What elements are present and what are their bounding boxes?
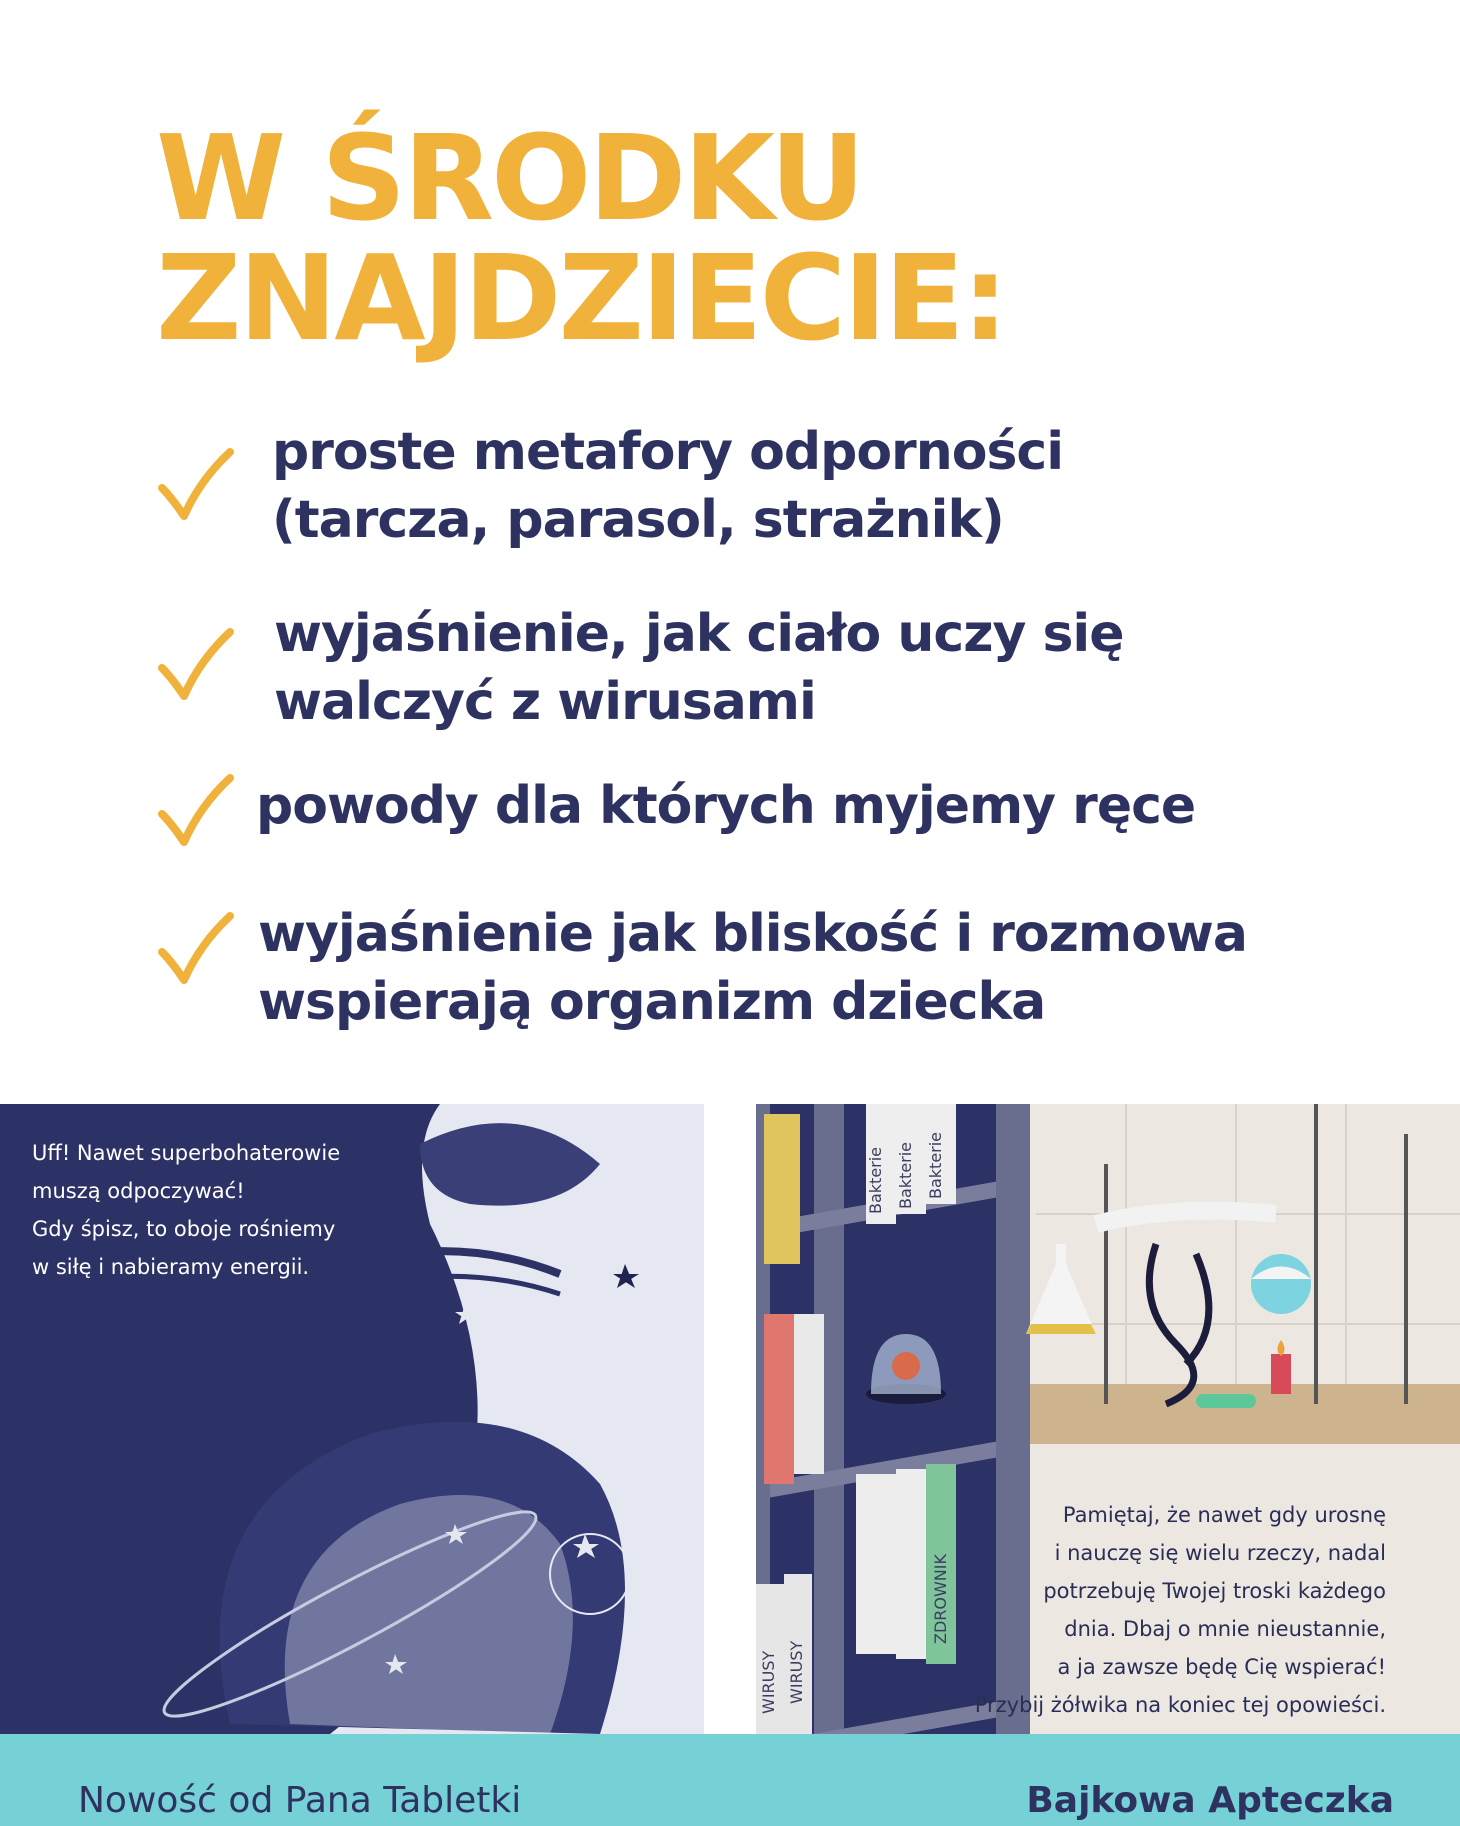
book-spine-label: Bakterie [926,1131,945,1199]
checkmark-icon [156,910,236,990]
feature-text [274,600,1124,736]
caption-line: a ja zawsze będę Cię wspierać! [1057,1655,1386,1679]
feature-line: wyjaśnienie jak bliskość i rozmowa [258,904,1247,964]
book-spine-label: ZDROWNIK [931,1554,950,1644]
footer-bar [0,1734,1460,1826]
checkmark-icon [156,626,236,706]
caption-line: potrzebuję Twojej troski każdego [1043,1579,1386,1603]
feature-text [256,772,1195,840]
caption-line: Przybij żółwika na koniec tej opowieści. [974,1693,1386,1717]
feature-text [272,418,1063,554]
caption-line: Gdy śpisz, to oboje rośniemy [32,1217,336,1241]
feature-text [258,900,1247,1036]
caption-line: muszą odpoczywać! [32,1179,245,1203]
headline-line-1: W ŚRODKU [156,109,863,247]
feature-line: powody dla których myjemy ręce [256,776,1196,836]
feature-line: proste metafory odporności [272,422,1064,482]
book-spine-label: Bakterie [896,1141,915,1209]
footer-tagline: Nowość od Pana Tabletki [78,1780,522,1821]
feature-line: wspierają organizm dziecka [258,972,1046,1032]
feature-line: wyjaśnienie, jak ciało uczy się [274,604,1124,664]
headline-line-2: ZNAJDZIECIE: [156,229,1006,367]
caption-line: dnia. Dbaj o mnie nieustannie, [1064,1617,1386,1641]
book-spine-label: WIRUSY [759,1650,778,1714]
caption-line: i nauczę się wielu rzeczy, nadal [1054,1541,1386,1565]
book-spine-label: WIRUSY [787,1640,806,1704]
checkmark-icon [156,772,236,852]
feature-line: (tarcza, parasol, strażnik) [272,490,1004,550]
caption-line: Uff! Nawet superbohaterowie [32,1141,341,1165]
book-spine-label: Bakterie [866,1146,885,1214]
checkmark-icon [156,446,236,526]
footer-brand: Bajkowa Apteczka [1026,1780,1394,1821]
night-caption [32,1134,340,1286]
caption-line: Pamiętaj, że nawet gdy urosnę [1062,1503,1386,1527]
headline [156,109,1006,367]
lab-caption [975,1496,1386,1724]
caption-line: w siłę i nabieramy energii. [32,1255,310,1279]
feature-line: walczyć z wirusami [274,672,816,732]
